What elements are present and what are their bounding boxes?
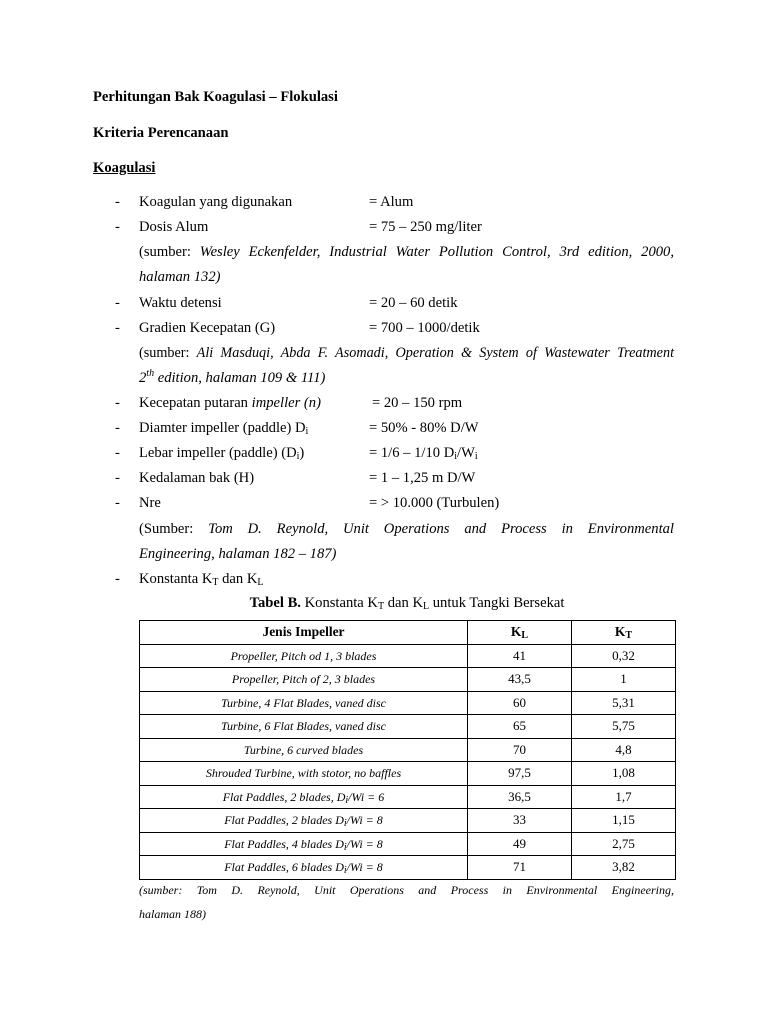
bullet-dash: - <box>115 194 120 210</box>
section-heading: Koagulasi <box>93 160 156 176</box>
impeller-name <box>140 785 468 809</box>
bullet-dash: - <box>115 495 120 511</box>
name-text-after: /Wi = 8 <box>346 813 383 828</box>
label-text: Diamter impeller (paddle) D <box>139 420 306 436</box>
impeller-name <box>140 809 468 833</box>
name-text-after: /Wi = 6 <box>348 789 385 804</box>
table-header-row <box>140 621 676 645</box>
criterion-value: = 75 – 250 mg/liter <box>369 219 482 235</box>
criterion-value: = > 10.000 (Turbulen) <box>369 495 500 511</box>
bullet-dash: - <box>115 420 120 436</box>
kt-value: 1,08 <box>572 762 676 786</box>
bullet-dash: - <box>115 470 120 486</box>
label-text: Kecepatan putaran <box>139 395 252 411</box>
name-subscript: i <box>343 865 347 877</box>
source-prefix: (Sumber: <box>139 521 209 537</box>
header-text: K <box>510 624 522 640</box>
header-impeller: Jenis Impeller <box>140 621 468 645</box>
table-row <box>140 832 676 856</box>
name-text-after: /Wi = 8 <box>346 860 383 875</box>
bullet-dash: - <box>115 295 120 311</box>
bullet-dash: - <box>115 445 120 461</box>
criterion-label <box>139 419 308 437</box>
kt-value: 5,75 <box>572 715 676 739</box>
kt-value: 4,8 <box>572 738 676 762</box>
caption-subscript: L <box>423 601 430 612</box>
name-text: Flat Paddles, 4 blades D <box>224 836 344 851</box>
kl-value: 36,5 <box>468 785 572 809</box>
edition-suffix: th <box>146 368 155 379</box>
table-row <box>140 785 676 809</box>
label-text: Lebar impeller (paddle) (D <box>139 445 297 461</box>
criterion-label <box>139 444 304 462</box>
table-row <box>140 644 676 668</box>
kl-value: 65 <box>468 715 572 739</box>
source-reference: Ali Masduqi, Abda F. Asomadi, Operation & System of Wastewater Treatment <box>196 345 675 361</box>
criterion-label: Kedalaman bak (H) <box>139 470 255 486</box>
value-subscript: i <box>454 451 458 462</box>
kl-value: 49 <box>468 832 572 856</box>
header-subscript: T <box>625 630 633 642</box>
kl-value: 43,5 <box>468 668 572 692</box>
kl-value: 70 <box>468 738 572 762</box>
label-subscript: i <box>305 426 309 437</box>
label-italic: impeller (n) <box>251 395 321 411</box>
header-subscript: L <box>521 630 529 642</box>
kt-value: 0,32 <box>572 644 676 668</box>
bullet-dash: - <box>115 571 120 587</box>
source-prefix: (sumber: <box>139 345 197 361</box>
name-text: Flat Paddles, 6 blades D <box>224 860 344 875</box>
criterion-label <box>139 394 321 412</box>
table-row <box>140 762 676 786</box>
impeller-name <box>140 856 468 880</box>
caption-label: Tabel B. <box>249 595 301 611</box>
caption-text: untuk Tangki Bersekat <box>429 595 565 611</box>
header-kt <box>572 621 676 645</box>
criterion-value: = 700 – 1000/detik <box>369 320 480 336</box>
value-text: = 1/6 – 1/10 D <box>369 445 455 461</box>
name-text: Flat Paddles, 2 blades D <box>224 813 344 828</box>
table-row <box>140 738 676 762</box>
source-reference: Wesley Eckenfelder, Industrial Water Pollution Control, 3rd edition, 2000, <box>199 244 674 260</box>
criterion-value: = 1 – 1,25 m D/W <box>369 470 476 486</box>
impeller-name: Turbine, 6 Flat Blades, vaned disc <box>140 715 468 739</box>
criterion-label: Koagulan yang digunakan <box>139 194 293 210</box>
caption-text: Konstanta K <box>300 595 378 611</box>
kl-value: 41 <box>468 644 572 668</box>
source-citation-line <box>139 243 674 261</box>
caption-text: dan K <box>384 595 423 611</box>
source-reference: Tom D. Reynold, Unit Operations and Process in Environmental <box>208 521 674 537</box>
kt-value: 1,15 <box>572 809 676 833</box>
name-text-after: /Wi = 8 <box>346 836 383 851</box>
kt-value: 1 <box>572 668 676 692</box>
document-title: Perhitungan Bak Koagulasi – Flokulasi <box>93 89 338 105</box>
kl-value: 33 <box>468 809 572 833</box>
label-text-after: ) <box>299 445 305 461</box>
name-text: Flat Paddles, 2 blades, D <box>222 789 346 804</box>
impeller-name: Turbine, 6 curved blades <box>140 738 468 762</box>
label-subscript: L <box>257 577 264 588</box>
value-text-mid: /W <box>457 445 475 461</box>
label-text-mid: dan K <box>218 571 258 587</box>
criterion-label: Dosis Alum <box>139 219 209 235</box>
kl-value: 97,5 <box>468 762 572 786</box>
document-subtitle: Kriteria Perencanaan <box>93 125 229 141</box>
constants-table <box>139 620 676 880</box>
impeller-name <box>140 832 468 856</box>
kt-value: 1,7 <box>572 785 676 809</box>
source-citation-line <box>139 344 674 362</box>
source-citation-line: Engineering, halaman 182 – 187) <box>139 546 337 562</box>
criterion-value: = 50% - 80% D/W <box>369 420 479 436</box>
criterion-value <box>369 444 478 462</box>
header-kl <box>468 621 572 645</box>
criterion-label: Gradien Kecepatan (G) <box>139 320 276 336</box>
source-citation-line: halaman 132) <box>139 269 221 285</box>
caption-subscript: T <box>377 601 385 612</box>
edition-number: 2 <box>139 370 147 386</box>
label-subscript: T <box>212 577 219 588</box>
edition-text: edition, halaman 109 & 111) <box>154 370 326 386</box>
table-source-line: (sumber: Tom D. Reynold, Unit Operations and Process in Environmental Engineering, <box>139 883 674 897</box>
name-subscript: i <box>343 818 347 830</box>
header-text: K <box>614 624 626 640</box>
source-prefix: (sumber: <box>139 244 200 260</box>
kt-value: 2,75 <box>572 832 676 856</box>
kt-value: 3,82 <box>572 856 676 880</box>
name-subscript: i <box>343 841 347 853</box>
bullet-dash: - <box>115 219 120 235</box>
table-row <box>140 691 676 715</box>
bullet-dash: - <box>115 395 120 411</box>
criterion-label: Nre <box>139 495 161 511</box>
criterion-label: Waktu detensi <box>139 295 222 311</box>
table-row <box>140 809 676 833</box>
name-subscript: i <box>345 794 349 806</box>
impeller-name: Propeller, Pitch od 1, 3 blades <box>140 644 468 668</box>
criterion-value: = 20 – 150 rpm <box>372 395 463 411</box>
kt-value: 5,31 <box>572 691 676 715</box>
source-citation-line <box>139 520 674 538</box>
table-source-line: halaman 188) <box>139 907 206 921</box>
table-row <box>140 856 676 880</box>
table-row <box>140 715 676 739</box>
impeller-name: Propeller, Pitch of 2, 3 blades <box>140 668 468 692</box>
konstanta-label <box>139 570 264 588</box>
bullet-dash: - <box>115 320 120 336</box>
value-subscript: i <box>474 451 478 462</box>
table-caption <box>139 594 675 612</box>
criterion-value: = 20 – 60 detik <box>369 295 458 311</box>
label-subscript: i <box>296 451 300 462</box>
impeller-name: Shrouded Turbine, with stotor, no baffles <box>140 762 468 786</box>
label-text: Konstanta K <box>139 571 213 587</box>
kl-value: 60 <box>468 691 572 715</box>
criterion-value: = Alum <box>369 194 414 210</box>
source-citation-line <box>139 369 325 387</box>
kl-value: 71 <box>468 856 572 880</box>
table-row <box>140 668 676 692</box>
impeller-name: Turbine, 4 Flat Blades, vaned disc <box>140 691 468 715</box>
